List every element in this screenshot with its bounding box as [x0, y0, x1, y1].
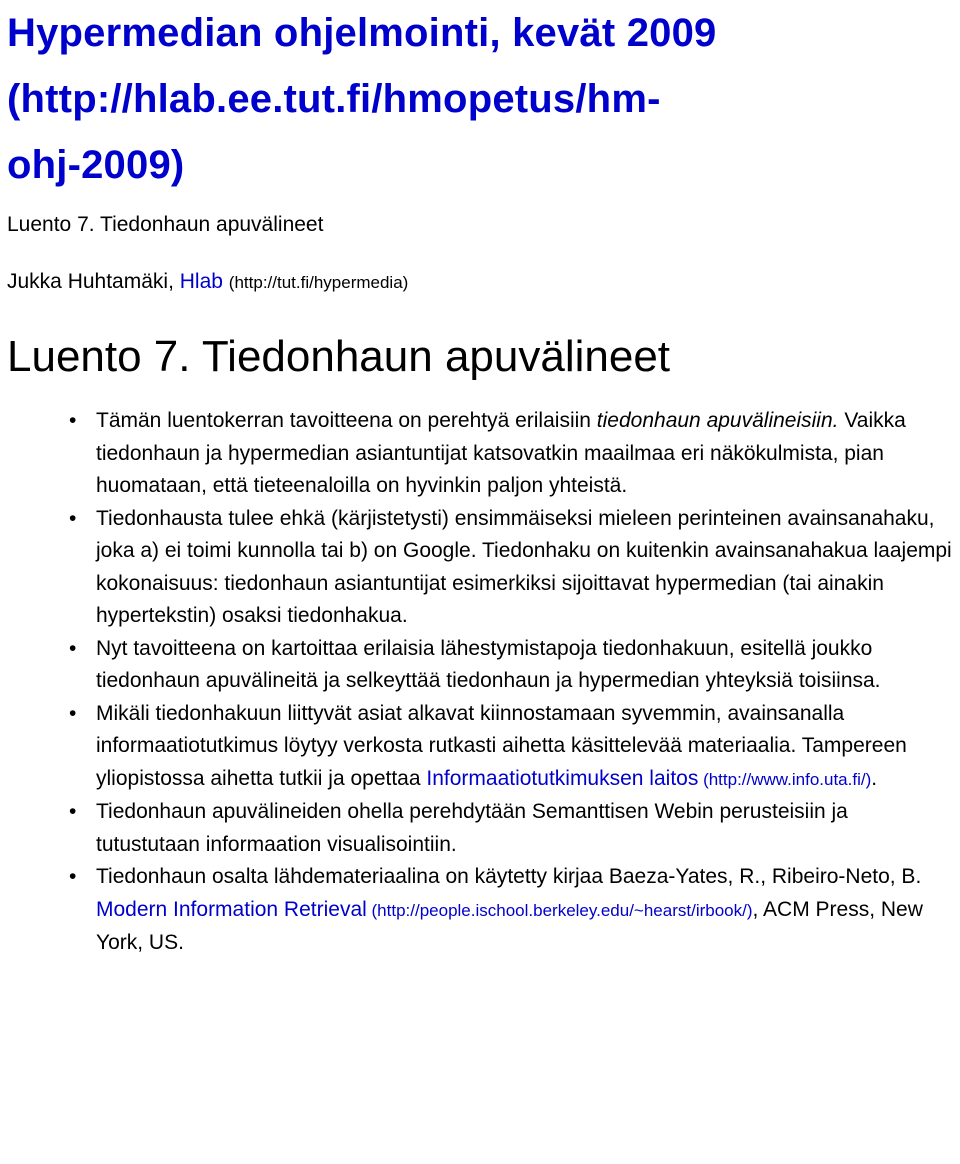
- informaatiotutkimus-link[interactable]: Informaatiotutkimuksen laitos: [426, 766, 699, 790]
- bullet-icon: •: [69, 506, 77, 530]
- list-item: [7, 861, 957, 960]
- item-text: Nyt tavoitteena on kartoittaa erilaisia lähestymistapoja tiedonhakuun, esitellä joukko tiedonhaun apuvälineitä ja selkeyttää tiedonhaun ja hypermedian yhteyksiä toisiinsa.: [96, 636, 881, 692]
- list-item: [7, 698, 957, 797]
- item-text: Tiedonhaun apuvälineiden ohella perehdytään Semanttisen Webin perusteisiin ja tutustutaan informaation visualisointiin.: [96, 800, 848, 856]
- page: [7, 0, 957, 960]
- lecture-subtitle: Luento 7. Tiedonhaun apuvälineet: [7, 213, 324, 236]
- bullet-icon: •: [69, 800, 77, 823]
- bullet-icon: •: [69, 636, 77, 660]
- item-text: Mikäli tiedonhakuun liittyvät asiat alkavat kiinnostamaan syvemmin, avainsanalla informaatiotutkimus löytyy verkosta rutkasti aihetta käsittelevää materiaalia. Tampereen yliopistossa aihetta tutkii ja opettaa: [96, 701, 907, 790]
- site-title-line-1[interactable]: Hypermedian ohjelmointi, kevät 2009: [7, 11, 717, 55]
- item-emphasis: tiedonhaun apuvälineisiin.: [596, 409, 839, 432]
- item-text: Vaikka tiedonhaun ja hypermedian asiantuntijat katsovatkin maailmaa eri näkökulmista, pian huomataan, että tieteenaloilla on hyvinkin paljon yhteistä.: [96, 409, 906, 497]
- bullet-list: [7, 405, 957, 960]
- page-title: Luento 7. Tiedonhaun apuvälineet: [7, 332, 671, 381]
- bullet-icon: •: [69, 865, 77, 888]
- list-item: [7, 503, 957, 633]
- site-title-line-3[interactable]: ohj-2009): [7, 143, 185, 187]
- modern-ir-link[interactable]: Modern Information Retrieval: [96, 897, 367, 921]
- hlab-link[interactable]: Hlab: [179, 270, 223, 293]
- item-tail: .: [871, 766, 878, 790]
- item-tail: , ACM Press, New York, US.: [96, 897, 923, 954]
- author-line: [7, 264, 957, 301]
- list-item: [7, 405, 957, 503]
- site-title-line-2[interactable]: (http://hlab.ee.tut.fi/hmopetus/hm-: [7, 77, 661, 121]
- modern-ir-url: (http://people.ischool.berkeley.edu/~hearst/irbook/): [366, 900, 753, 920]
- hlab-url: (http://tut.fi/hypermedia): [228, 273, 409, 292]
- list-item: [7, 796, 957, 861]
- informaatiotutkimus-url: (http://www.info.uta.fi/): [698, 769, 872, 789]
- item-text: Tämän luentokerran tavoitteena on perehtyä erilaisiin: [96, 409, 597, 432]
- item-text: Tiedonhaun osalta lähdemateriaalina on käytetty kirjaa Baeza-Yates, R., Ribeiro-Neto, B.: [96, 865, 922, 888]
- author-name: Jukka Huhtamäki,: [7, 270, 180, 293]
- bullet-icon: •: [69, 409, 77, 432]
- site-title[interactable]: [7, 0, 957, 198]
- bullet-icon: •: [69, 701, 77, 725]
- list-item: [7, 633, 957, 698]
- item-text: Tiedonhausta tulee ehkä (kärjistetysti) ensimmäiseksi mieleen perinteinen avainsanahaku, joka a) ei toimi kunnolla tai b) on Google. Tiedonhaku on kuitenkin avainsanahakua laajempi kokonaisuus: tiedonhaun asiantuntijat esimerkiksi sijoittavat hypermedian (tai ainakin hypertekstin) osaksi tiedonhakua.: [96, 506, 952, 627]
